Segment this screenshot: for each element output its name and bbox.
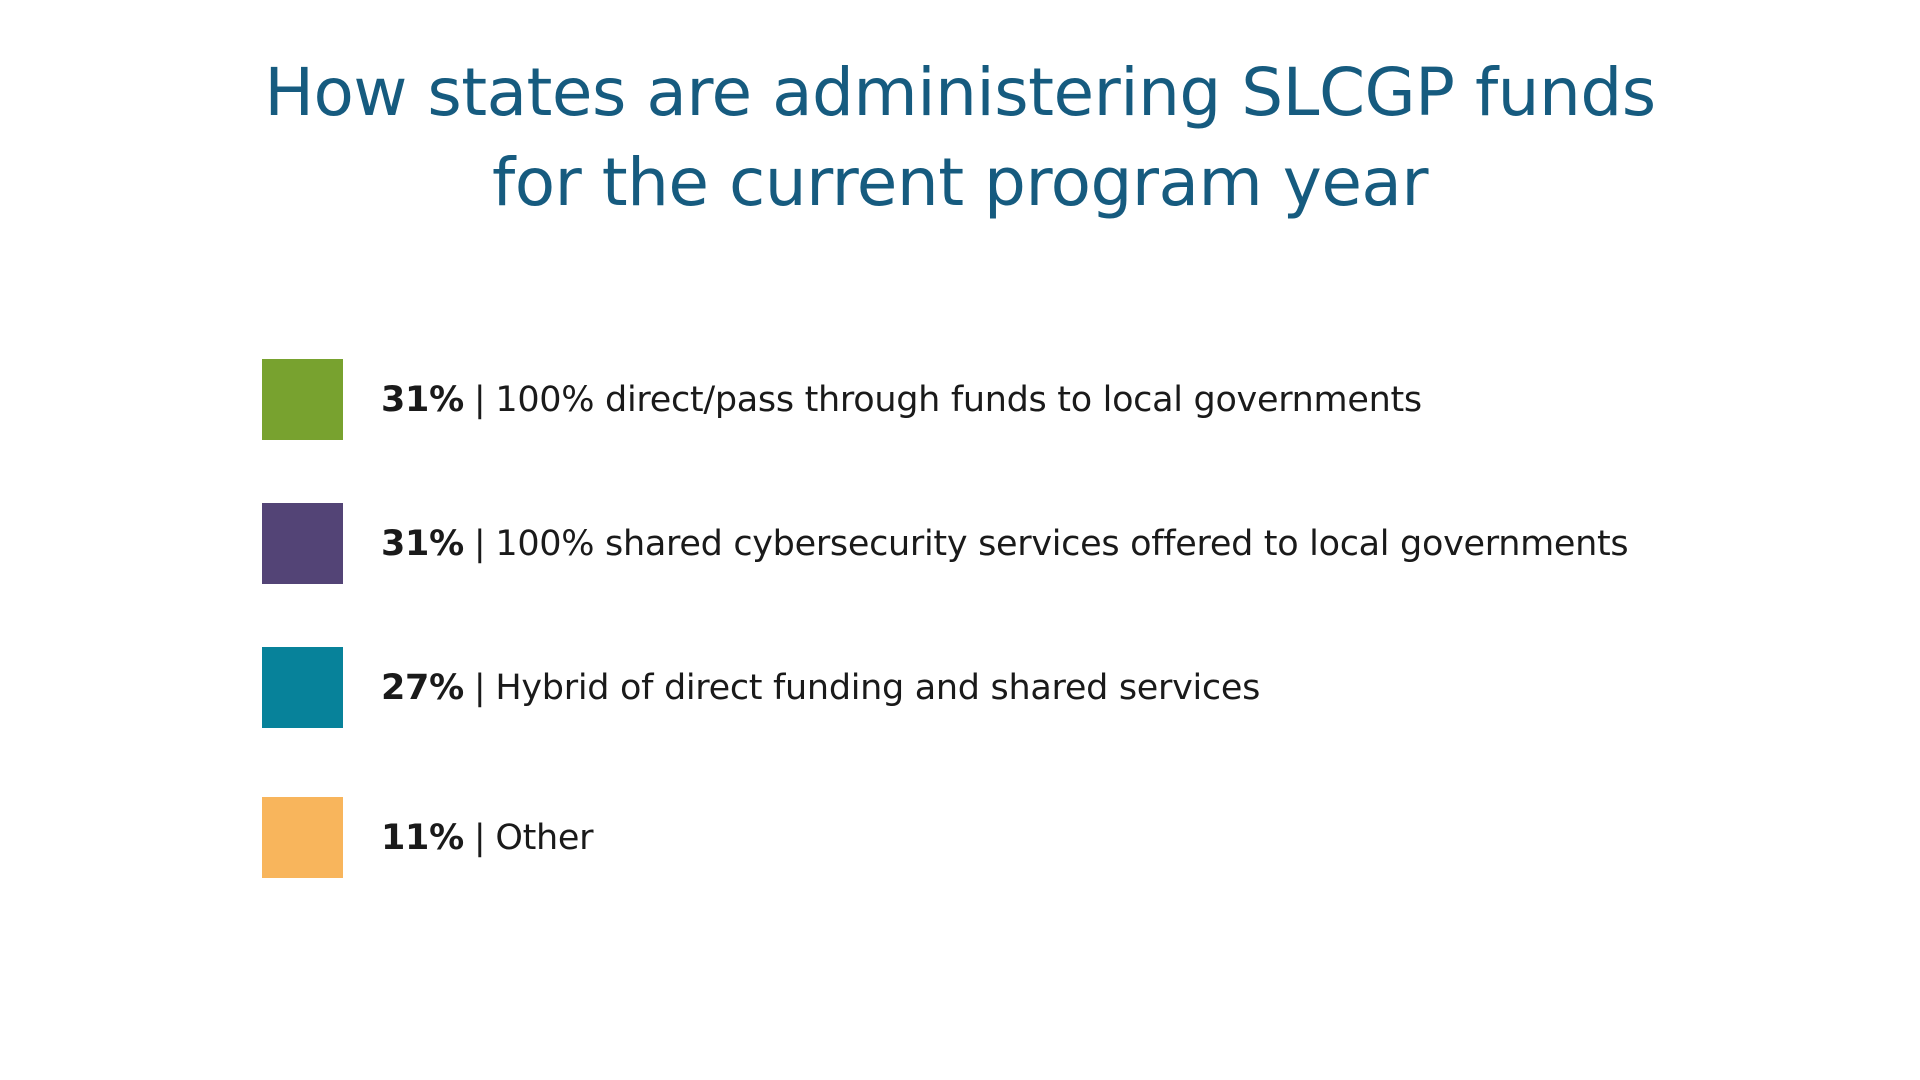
legend-item-label: 100% direct/pass through funds to local governments (495, 379, 1422, 420)
chart-title-line-2: for the current program year (491, 144, 1429, 221)
legend-item-percent: 31% (381, 379, 464, 420)
legend-swatch (262, 503, 343, 584)
legend-item-hybrid (262, 647, 1260, 728)
chart-legend (262, 0, 1862, 1080)
legend-item-separator: | (473, 667, 486, 708)
legend-item-direct-pass-through (262, 359, 1422, 440)
legend-item-label: Other (495, 817, 594, 858)
legend-item-label: 100% shared cybersecurity services offered to local governments (495, 523, 1629, 564)
legend-item-label: Hybrid of direct funding and shared services (495, 667, 1261, 708)
legend-item-separator: | (473, 817, 486, 858)
legend-item-shared-services (262, 503, 1628, 584)
legend-swatch (262, 359, 343, 440)
legend-item-percent: 27% (381, 667, 464, 708)
legend-item-text (381, 818, 593, 858)
legend-item-separator: | (473, 379, 486, 420)
legend-item-percent: 11% (381, 817, 464, 858)
legend-item-percent: 31% (381, 523, 464, 564)
legend-item-text (381, 380, 1422, 420)
legend-item-text (381, 668, 1260, 708)
legend-item-other (262, 797, 593, 878)
legend-swatch (262, 797, 343, 878)
legend-item-text (381, 524, 1628, 564)
legend-swatch (262, 647, 343, 728)
chart-title-line-1: How states are administering SLCGP funds (264, 54, 1656, 131)
legend-item-separator: | (473, 523, 486, 564)
